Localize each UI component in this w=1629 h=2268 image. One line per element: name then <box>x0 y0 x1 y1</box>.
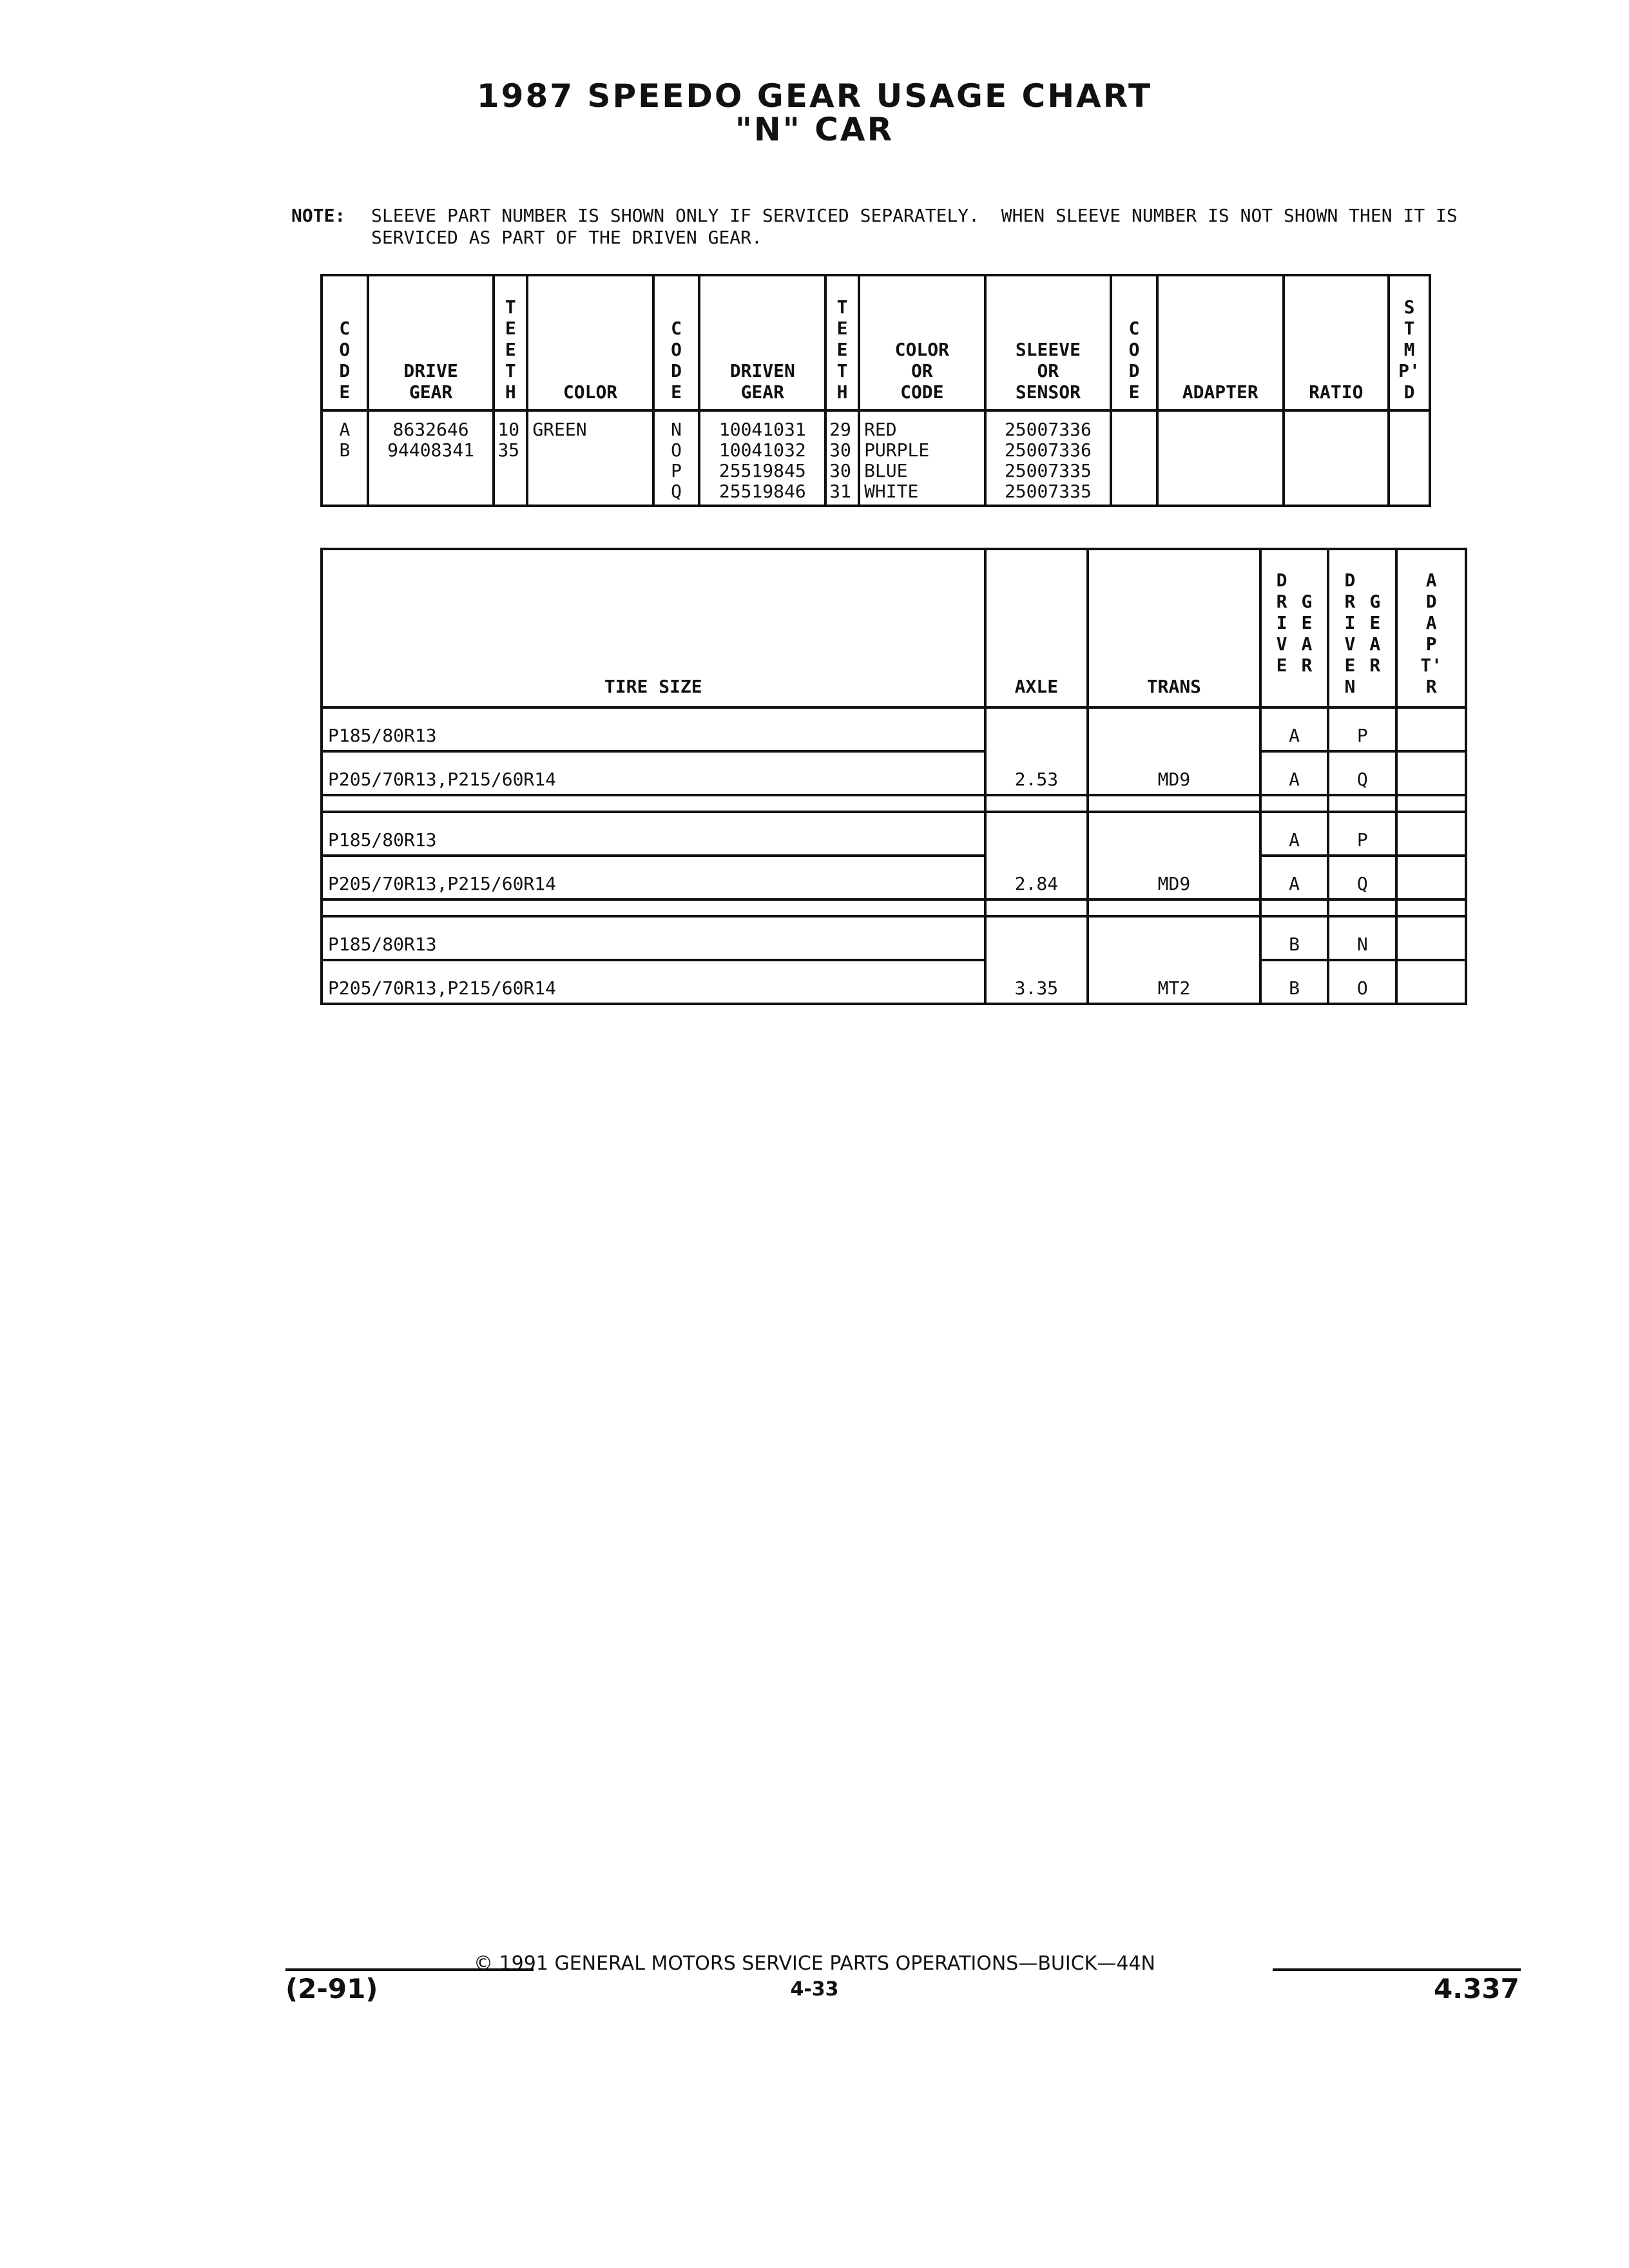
drive-color-cell: GREEN <box>527 410 653 506</box>
drive-teeth-cell: 10 35 <box>494 410 527 506</box>
driven-teeth-cell: 29 30 30 31 <box>825 410 859 506</box>
header-drive-gear: DRIVE GEAR <box>368 275 494 410</box>
header-stmpd: S T M P' D <box>1389 275 1430 410</box>
axle-cell: 2.53 <box>985 707 1088 795</box>
table-row: P185/80R13 2.53 MD9 A P <box>322 707 1466 751</box>
header-driven-gear: DRIVEN GEAR <box>699 275 825 410</box>
table-row: P205/70R13,P215/60R14 B O <box>322 960 1466 1004</box>
trans-cell: MD9 <box>1088 812 1260 899</box>
page-subtitle: "N" CAR <box>735 111 894 148</box>
footer-copyright: © 1991 GENERAL MOTORS SERVICE PARTS OPERATIONS—BUICK—44N <box>474 1952 1155 1975</box>
header-teeth-1: TEETH <box>494 275 527 410</box>
table-row: P205/70R13,P215/60R14 A Q <box>322 856 1466 899</box>
header-code-1: CODE <box>322 275 368 410</box>
driven-code-cell: N O P Q <box>653 410 700 506</box>
footer-left-code: (2-91) <box>285 1973 378 2004</box>
footer-right-code: 4.337 <box>1434 1973 1519 2004</box>
driven-gear-cell: 10041031 10041032 25519845 25519846 <box>699 410 825 506</box>
drive-gear-cell: 8632646 94408341 <box>368 410 494 506</box>
gear-table-header-row <box>322 275 1430 410</box>
group-separator <box>322 899 1466 916</box>
axle-cell: 3.35 <box>985 916 1088 1004</box>
header-color-or-code: COLOR OR CODE <box>859 275 985 410</box>
axle-cell: 2.84 <box>985 812 1088 899</box>
group-separator <box>322 795 1466 812</box>
header-ratio: RATIO <box>1284 275 1389 410</box>
gear-table-body-row <box>322 410 1430 506</box>
note-label: NOTE: <box>291 205 346 226</box>
gear-table <box>320 274 1431 507</box>
sleeve-cell: 25007336 25007336 25007335 25007335 <box>985 410 1112 506</box>
header-code-2: CODE <box>653 275 700 410</box>
header-adapter: ADAPTER <box>1157 275 1284 410</box>
ratio-cell <box>1284 410 1389 506</box>
header-teeth-2: TEETH <box>825 275 859 410</box>
usage-table <box>320 548 1467 1005</box>
page-title: 1987 SPEEDO GEAR USAGE CHART <box>476 77 1153 115</box>
table-row: P205/70R13,P215/60R14 A Q <box>322 751 1466 795</box>
header-drive-gear-col: D R I V E G E A R <box>1260 549 1329 707</box>
header-trans: TRANS <box>1088 549 1260 707</box>
trans-cell: MT2 <box>1088 916 1260 1004</box>
header-tire-size: TIRE SIZE <box>322 549 985 707</box>
note-text-line2: SERVICED AS PART OF THE DRIVEN GEAR. <box>371 227 762 248</box>
note-text-line1: SLEEVE PART NUMBER IS SHOWN ONLY IF SERVICED SEPARATELY. WHEN SLEEVE NUMBER IS NOT SHOWN THEN IT IS <box>371 205 1458 226</box>
drive-code-cell: A B <box>322 410 368 506</box>
usage-table-header-row <box>322 549 1466 707</box>
header-axle: AXLE <box>985 549 1088 707</box>
stmpd-cell <box>1389 410 1430 506</box>
table-row: P185/80R13 2.84 MD9 A P <box>322 812 1466 856</box>
adapter-cell <box>1157 410 1284 506</box>
footer-page-center: 4-33 <box>790 1978 839 2001</box>
table-row: P185/80R13 3.35 MT2 B N <box>322 916 1466 960</box>
driven-color-cell: RED PURPLE BLUE WHITE <box>859 410 985 506</box>
header-sleeve-or-sensor: SLEEVE OR SENSOR <box>985 275 1112 410</box>
sleeve-code-cell <box>1111 410 1157 506</box>
header-adapter-col: A D A P T' R <box>1396 549 1466 707</box>
header-driven-gear-col: D R I V E N G E A R <box>1328 549 1396 707</box>
header-color: COLOR <box>527 275 653 410</box>
trans-cell: MD9 <box>1088 707 1260 795</box>
header-code-3: CODE <box>1111 275 1157 410</box>
